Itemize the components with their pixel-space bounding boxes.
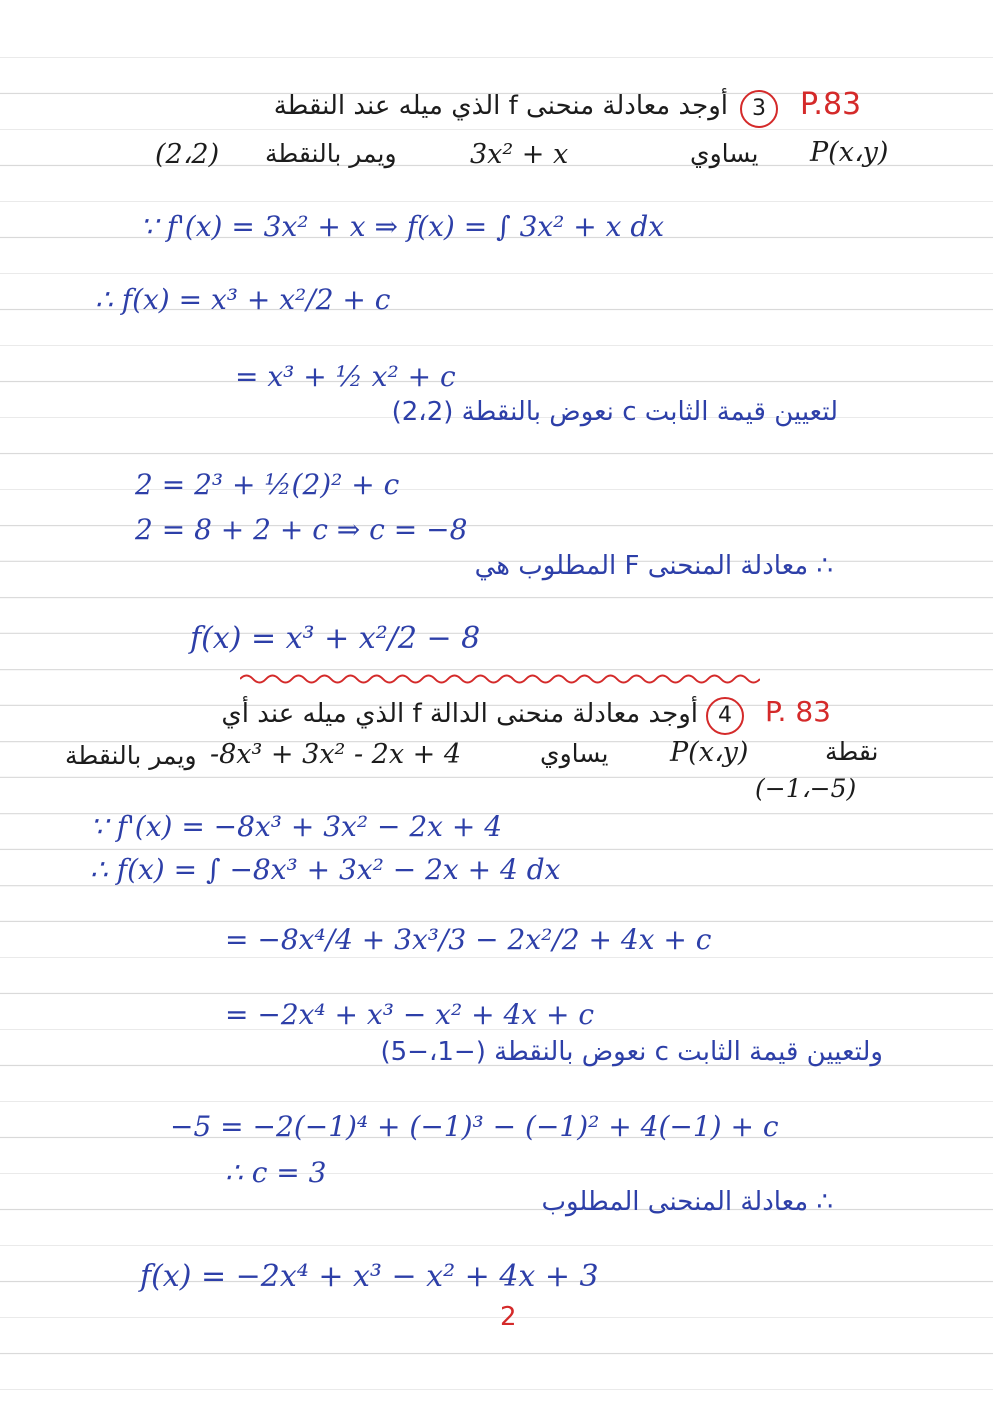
problem3-equals: يساوي	[690, 139, 759, 168]
problem3-step1: ∵ f'(x) = 3x² + x ⇒ f(x) = ∫ 3x² + x dx	[140, 210, 665, 243]
page-number: 2	[500, 1302, 517, 1332]
problem4-point-p: P(x،y)	[670, 737, 749, 768]
problem3-slope-expression: 3x² + x	[470, 139, 569, 170]
problem3-step4: لتعيين قيمة الثابت c نعوض بالنقطة (2،2)	[391, 397, 838, 427]
page-reference-2: P. 83	[765, 695, 831, 728]
problem3-point-p: P(x،y)	[810, 137, 889, 168]
problem3-step3: = x³ + ½ x² + c	[235, 360, 456, 393]
problem3-passes-through: ويمر بالنقطة	[265, 139, 397, 168]
problem3-step6: 2 = 8 + 2 + c ⇒ c = −8	[135, 513, 468, 546]
problem4-step7: ∴ c = 3	[225, 1156, 327, 1189]
problem4-step6: −5 = −2(−1)⁴ + (−1)³ − (−1)² + 4(−1) + c	[170, 1110, 779, 1143]
problem4-step1: ∵ f'(x) = −8x³ + 3x² − 2x + 4	[90, 810, 503, 843]
problem4-step8: ∴ معادلة المنحنى المطلوب	[541, 1187, 833, 1217]
problem4-step4: = −2x⁴ + x³ − x² + 4x + c	[225, 998, 595, 1031]
problem4-slope-expression: -8x³ + 3x² - 2x + 4	[210, 739, 462, 770]
page-reference: P.83	[800, 87, 862, 122]
problem3-step5: 2 = 2³ + ½(2)² + c	[135, 468, 400, 501]
problem4-equals: يساوي	[540, 739, 609, 768]
problem-number-circle: 3	[740, 90, 778, 128]
problem-number-circle-2: 4	[706, 697, 744, 735]
problem4-final-answer: f(x) = −2x⁴ + x³ − x² + 4x + 3	[140, 1259, 599, 1294]
problem4-passes-through: ويمر بالنقطة	[65, 741, 197, 770]
problem4-point: (−1،−5)	[755, 774, 857, 803]
problem3-final-answer: f(x) = x³ + x²/2 − 8	[190, 621, 481, 656]
problem4-step2: ∴ f(x) = ∫ −8x³ + 3x² − 2x + 4 dx	[90, 853, 561, 886]
problem3-point: (2،2)	[155, 139, 220, 170]
problem3-step2: ∴ f(x) = x³ + x²/2 + c	[95, 283, 391, 316]
problem3-statement-line1: أوجد معادلة منحنى f الذي ميله عند النقطة	[273, 91, 728, 121]
separator-wavy-line	[240, 672, 760, 686]
problem4-step3: = −8x⁴/4 + 3x³/3 − 2x²/2 + 4x + c	[225, 923, 712, 956]
problem4-point-word: نقطة	[825, 737, 879, 766]
problem4-statement-line1: أوجد معادلة منحنى الدالة f الذي ميله عند أي	[221, 699, 698, 729]
problem3-step7: ∴ معادلة المنحنى F المطلوب هي	[474, 551, 833, 581]
problem4-step5: ولتعيين قيمة الثابت c نعوض بالنقطة (−1،−5)	[380, 1037, 883, 1067]
